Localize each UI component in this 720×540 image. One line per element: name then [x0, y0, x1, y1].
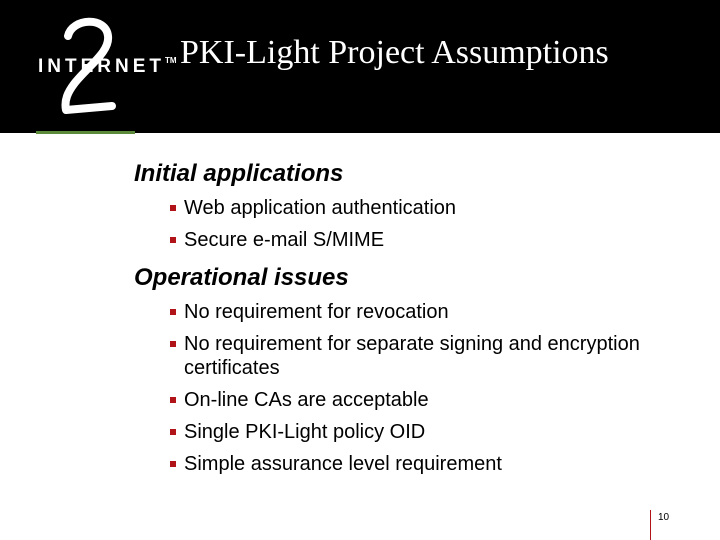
- bullet-text: No requirement for revocation: [184, 301, 449, 323]
- bullet-square-icon: [170, 461, 176, 467]
- bullet-item: [170, 196, 694, 220]
- bullet-item: [170, 228, 694, 252]
- bullet-square-icon: [170, 205, 176, 211]
- bullet-item: [170, 388, 694, 412]
- slide-header: [0, 0, 720, 133]
- bullet-square-icon: [170, 309, 176, 315]
- section-heading-operational-issues: Operational issues: [134, 264, 349, 291]
- logo-trademark: TM: [165, 56, 177, 65]
- bullet-text: Single PKI-Light policy OID: [184, 421, 426, 443]
- slide-number: 10: [658, 512, 670, 523]
- logo-wordmark: [38, 56, 177, 78]
- bullet-square-icon: [170, 397, 176, 403]
- bullet-text: Simple assurance level requirement: [184, 453, 502, 475]
- bullet-text: Secure e-mail S/MIME: [184, 229, 385, 251]
- slide-title: PKI-Light Project Assumptions: [180, 34, 609, 71]
- slide-body: [134, 160, 694, 484]
- bullet-item: [170, 300, 694, 324]
- bullet-list-initial-applications: [134, 196, 694, 252]
- slide-number-rule: [650, 510, 651, 540]
- section-heading-initial-applications: Initial applications: [134, 160, 344, 187]
- bullet-item: [170, 420, 694, 444]
- bullet-text: Web application authentication: [184, 197, 457, 219]
- bullet-text: On-line CAs are acceptable: [184, 389, 429, 411]
- bullet-square-icon: [170, 429, 176, 435]
- bullet-list-operational-issues: [134, 300, 694, 476]
- bullet-item: [170, 332, 694, 380]
- bullet-text: No requirement for separate signing and encryption certificates: [184, 333, 640, 379]
- header-accent-rule: [36, 131, 135, 134]
- internet2-logo: [32, 14, 177, 114]
- bullet-square-icon: [170, 237, 176, 243]
- logo-wordmark-text: INTERNET: [38, 56, 165, 77]
- bullet-square-icon: [170, 341, 176, 347]
- bullet-item: [170, 452, 694, 476]
